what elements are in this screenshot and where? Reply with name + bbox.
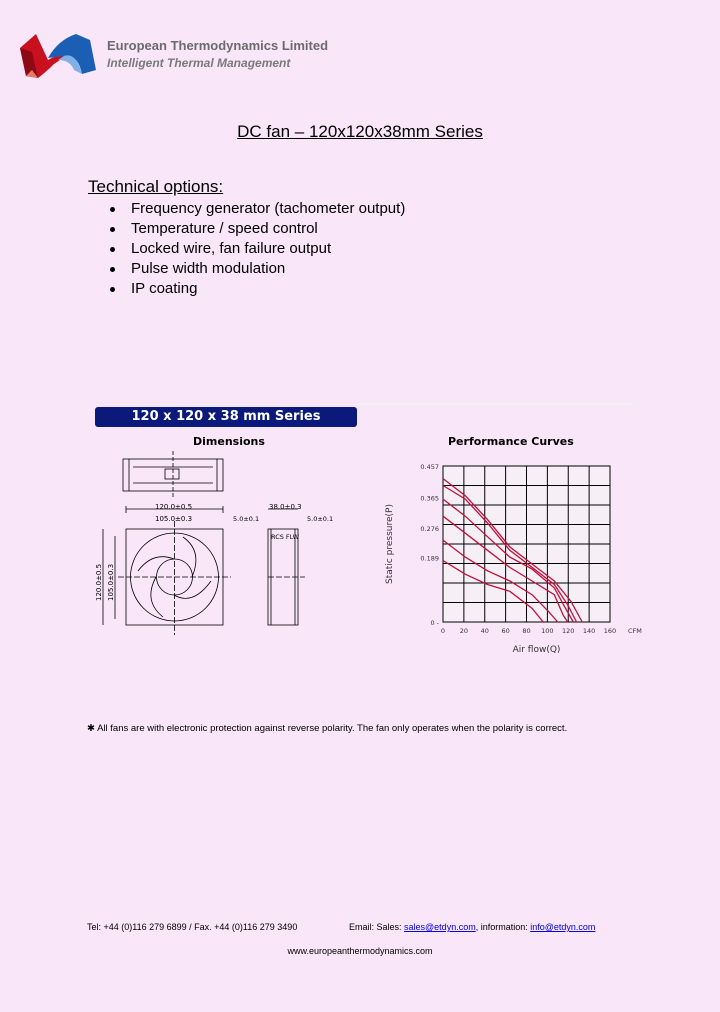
info-label: , information: <box>475 922 531 932</box>
dim-hole-right: 5.0±0.1 <box>307 515 334 523</box>
contact-phone-fax: Tel: +44 (0)116 279 6899 / Fax. +44 (0)116 279 3490 <box>87 922 298 932</box>
dim-width-outer: 120.0±0.5 <box>155 503 193 511</box>
fan-figure <box>93 403 642 663</box>
sales-email-link[interactable]: sales@etdyn.com <box>404 922 476 932</box>
x-tick-label: 0 <box>440 627 446 635</box>
dim-depth: 38.0±0.3 <box>269 503 302 511</box>
performance-chart <box>378 451 642 661</box>
y-tick-label: 0.189 <box>420 554 439 563</box>
list-item: Pulse width modulation <box>108 259 405 279</box>
dimensions-drawing <box>93 451 343 661</box>
list-item: Temperature / speed control <box>108 219 405 239</box>
email-label: Email: Sales: <box>349 922 405 932</box>
y-axis-label: Static pressure(P) <box>385 504 395 584</box>
contact-email <box>349 922 595 932</box>
list-item: Frequency generator (tachometer output) <box>108 199 405 219</box>
list-item: Locked wire, fan failure output <box>108 239 405 259</box>
website-url: www.europeanthermodynamics.com <box>287 946 433 956</box>
airflow-label: RCS FLW <box>271 533 300 541</box>
x-tick-label: 100 <box>541 627 554 635</box>
x-tick-label: 60 <box>501 627 510 635</box>
series-banner: 120 x 120 x 38 mm Series <box>95 407 357 427</box>
dim-width-hole: 105.0±0.3 <box>155 515 193 523</box>
x-tick-label: 140 <box>582 627 596 635</box>
x-tick-label: 120 <box>562 627 575 635</box>
company-name: European Thermodynamics Limited <box>107 38 329 53</box>
polarity-note: ✱ All fans are with electronic protection against reverse polarity. The fan only operates when the polarity is correct. <box>87 723 568 734</box>
company-logo <box>18 30 98 80</box>
y-tick-label: 0.365 <box>420 494 439 503</box>
options-list <box>108 199 405 299</box>
list-item: IP coating <box>108 279 405 299</box>
x-tick-label: 80 <box>522 627 531 635</box>
y-tick-label: 0.276 <box>420 524 439 533</box>
y-tick-label: 0.457 <box>420 463 439 471</box>
dimensions-title: Dimensions <box>193 435 265 448</box>
page-title: DC fan – 120x120x38mm Series <box>237 122 483 141</box>
divider <box>357 403 633 405</box>
x-axis-label: Air flow(Q) <box>512 645 561 655</box>
info-email-link[interactable]: info@etdyn.com <box>530 922 596 932</box>
x-tick-label: 20 <box>459 627 469 635</box>
dim-height-outer: 120.0±0.5 <box>95 563 103 601</box>
x-tick-label: 160 <box>603 627 617 635</box>
options-heading: Technical options: <box>88 177 224 196</box>
dim-hole-left: 5.0±0.1 <box>233 515 260 523</box>
performance-title: Performance Curves <box>448 435 574 448</box>
x-unit-label: CFM <box>628 627 642 635</box>
dim-height-hole: 105.0±0.3 <box>107 563 115 601</box>
company-tagline: Intelligent Thermal Management <box>107 56 291 70</box>
x-tick-label: 40 <box>480 627 489 635</box>
y-tick-label: 0 - <box>430 619 439 627</box>
